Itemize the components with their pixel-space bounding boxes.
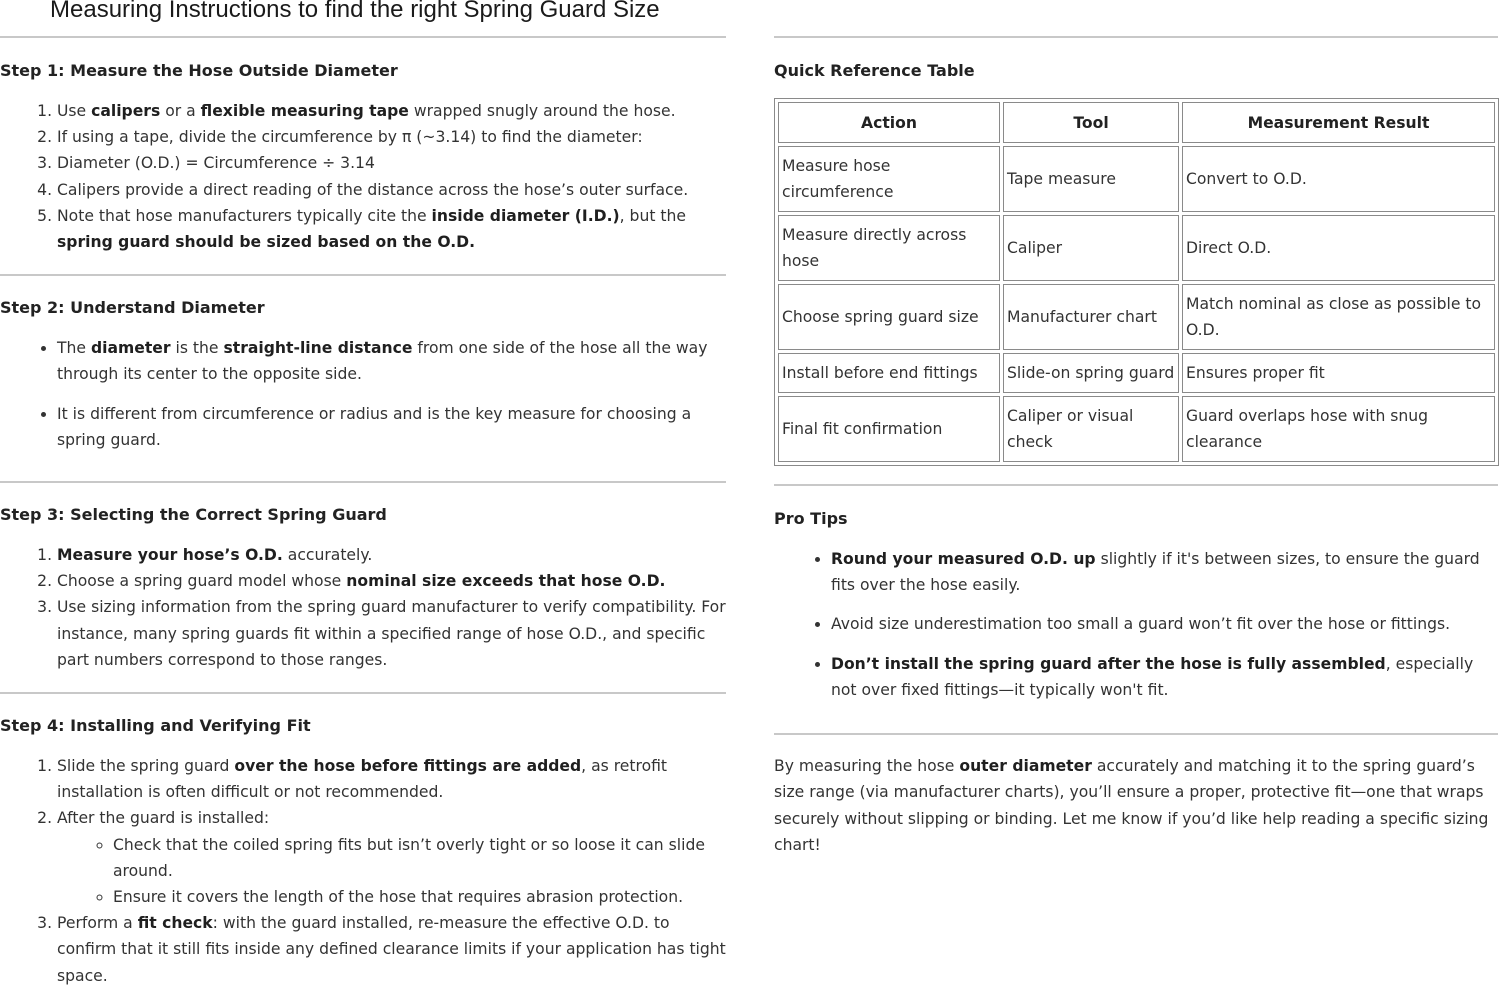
- quick-reference-table: [774, 98, 1499, 466]
- closing-paragraph: By measuring the hose outer diameter accurately and matching it to the spring guard’s size range (via manufacturer charts), you’ll ensure a proper, protective fit—one that wraps securely without slipping or binding. Let me know if you’d like help reading a specific sizing chart!: [774, 757, 1489, 854]
- table-cell: Match nominal as close as possible to O.D.: [1182, 284, 1495, 350]
- column-header-result: Measurement Result: [1182, 102, 1495, 143]
- list-item: 5. Note that hose manufacturers typically cite the inside diameter (I.D.), but the spring guard should be sized based on the O.D.: [57, 203, 726, 255]
- right-column: [774, 36, 1498, 858]
- list-item: • Avoid size underestimation too small a guard won’t fit over the hose or fittings.: [831, 611, 1498, 637]
- step3-section: [0, 483, 726, 673]
- list-item: 3. Use sizing information from the spring guard manufacturer to verify compatibility. For instance, many spring guards fit within a specified range of hose O.D., and specific part numbers correspond to those ranges.: [57, 594, 726, 673]
- table-cell: Final fit confirmation: [778, 396, 1000, 462]
- list-item: [57, 805, 726, 910]
- table-cell: Tape measure: [1003, 146, 1179, 212]
- list-item: 4. Calipers provide a direct reading of the distance across the hose’s outer surface.: [57, 177, 726, 203]
- pro-tips-heading: Pro Tips: [774, 509, 848, 528]
- table-row: [778, 215, 1495, 281]
- table-cell: Choose spring guard size: [778, 284, 1000, 350]
- step2-list: [0, 335, 726, 453]
- list-item: • The diameter is the straight-line distance from one side of the hose all the way through its center to the opposite side.: [57, 335, 726, 387]
- list-item: 2. If using a tape, divide the circumference by π (~3.14) to find the diameter:: [57, 124, 726, 150]
- pro-tips-list: [774, 546, 1498, 703]
- step4-section: [0, 694, 726, 989]
- step1-list: [0, 98, 726, 255]
- list-item: 2. Choose a spring guard model whose nominal size exceeds that hose O.D.: [57, 568, 726, 594]
- page-title: Measuring Instructions to find the right Spring Guard Size: [50, 0, 660, 23]
- step1-section: [0, 38, 726, 255]
- step2-heading: Step 2: Understand Diameter: [0, 298, 265, 318]
- step3-list: [0, 542, 726, 673]
- table-row: [778, 396, 1495, 462]
- table-cell: Install before end fittings: [778, 353, 1000, 393]
- step4-list: [0, 753, 726, 989]
- list-item: • Don’t install the spring guard after the hose is fully assembled, especially not over fixed fittings—it typically won't fit.: [831, 651, 1498, 703]
- quick-reference-heading: Quick Reference Table: [774, 61, 975, 80]
- quick-reference-section: [774, 38, 1498, 466]
- table-cell: Caliper: [1003, 215, 1179, 281]
- list-item: • It is different from circumference or radius and is the key measure for choosing a spring guard.: [57, 401, 726, 453]
- left-column: [0, 36, 726, 989]
- step2-section: [0, 276, 726, 453]
- table-cell: Ensures proper fit: [1182, 353, 1495, 393]
- sub-list-item: ◦ Ensure it covers the length of the hose that requires abrasion protection.: [113, 884, 726, 910]
- list-item-text: After the guard is installed:: [57, 809, 270, 828]
- step4-heading: Step 4: Installing and Verifying Fit: [0, 716, 311, 736]
- table-cell: Measure hose circumference: [778, 146, 1000, 212]
- table-cell: Convert to O.D.: [1182, 146, 1495, 212]
- step4-sublist: [57, 832, 726, 911]
- table-cell: Slide-on spring guard: [1003, 353, 1179, 393]
- step3-heading: Step 3: Selecting the Correct Spring Guard: [0, 505, 387, 525]
- table-cell: Manufacturer chart: [1003, 284, 1179, 350]
- table-row: [778, 353, 1495, 393]
- list-item: 1. Use calipers or a flexible measuring tape wrapped snugly around the hose.: [57, 98, 726, 124]
- column-header-tool: Tool: [1003, 102, 1179, 143]
- pro-tips-section: [774, 486, 1498, 703]
- table-cell: Measure directly across hose: [778, 215, 1000, 281]
- step1-heading: Step 1: Measure the Hose Outside Diameter: [0, 61, 398, 80]
- list-item: 1. Measure your hose’s O.D. accurately.: [57, 542, 726, 568]
- table-row: [778, 146, 1495, 212]
- table-cell: Direct O.D.: [1182, 215, 1495, 281]
- list-item: • Round your measured O.D. up slightly if it's between sizes, to ensure the guard fits over the hose easily.: [831, 546, 1498, 598]
- table-header-row: [778, 102, 1495, 143]
- table-cell: Guard overlaps hose with snug clearance: [1182, 396, 1495, 462]
- list-item: 1. Slide the spring guard over the hose before fittings are added, as retrofit installation is often difficult or not recommended.: [57, 753, 726, 805]
- list-item: 3. Diameter (O.D.) = Circumference ÷ 3.14: [57, 150, 726, 176]
- table-cell: Caliper or visual check: [1003, 396, 1179, 462]
- table-row: [778, 284, 1495, 350]
- sub-list-item: ◦ Check that the coiled spring fits but isn’t overly tight or so loose it can slide around.: [113, 832, 726, 884]
- list-item: 3. Perform a fit check: with the guard installed, re-measure the effective O.D. to confirm that it still fits inside any defined clearance limits if your application has tight space.: [57, 910, 726, 989]
- column-header-action: Action: [778, 102, 1000, 143]
- divider: [774, 733, 1498, 735]
